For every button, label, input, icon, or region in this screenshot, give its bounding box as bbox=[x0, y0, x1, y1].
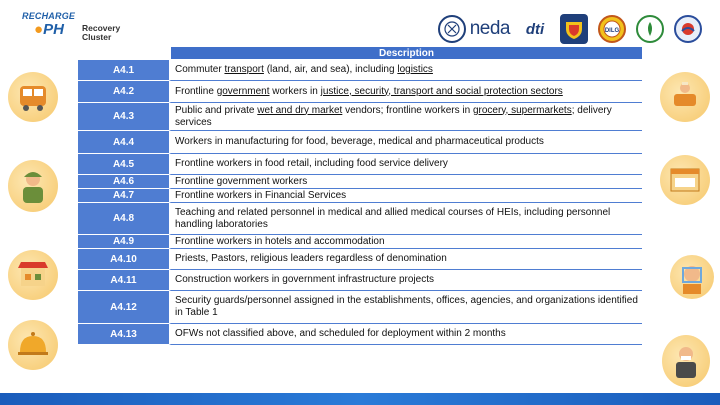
description-text: Workers in manufacturing for food, beverage, medical and pharmaceutical products bbox=[175, 136, 544, 147]
description-text: Frontline workers in hotels and accommodation bbox=[175, 235, 385, 247]
description-text: Frontline bbox=[175, 85, 217, 97]
description-text: Frontline workers in Financial Services bbox=[175, 189, 347, 201]
guard-icon bbox=[662, 335, 710, 387]
delivery-icon bbox=[660, 72, 710, 122]
category-code: A4.1 bbox=[78, 60, 169, 81]
description-text: transport bbox=[224, 64, 264, 75]
neda-logo-text: neda bbox=[469, 18, 510, 39]
table-row bbox=[78, 175, 642, 189]
category-description bbox=[169, 249, 642, 270]
header bbox=[0, 0, 720, 46]
table-row bbox=[78, 291, 642, 324]
category-code: A4.12 bbox=[78, 291, 169, 324]
description-text: Security guards/personnel assigned in the establishments, offices, agencies, and organizations identified in Table 1 bbox=[175, 295, 638, 318]
category-code: A4.5 bbox=[78, 154, 169, 175]
category-description bbox=[169, 324, 642, 345]
category-code: A4.13 bbox=[78, 324, 169, 345]
brand-top-text: RECHARGE bbox=[22, 11, 76, 21]
category-description bbox=[169, 131, 642, 154]
table-row bbox=[78, 103, 642, 131]
cluster-line-1: Recovery bbox=[82, 23, 121, 33]
dotr-seal-icon bbox=[674, 15, 702, 43]
table-row bbox=[78, 189, 642, 203]
category-description bbox=[169, 81, 642, 103]
description-text: Frontline government workers bbox=[175, 175, 308, 187]
category-code: A4.3 bbox=[78, 103, 169, 131]
shield-logo-icon bbox=[560, 14, 588, 44]
faceshield-icon bbox=[670, 255, 714, 299]
category-code: A4.9 bbox=[78, 235, 169, 249]
cluster-label bbox=[82, 24, 120, 42]
table-row bbox=[78, 131, 642, 154]
category-description bbox=[169, 203, 642, 235]
table-row bbox=[78, 324, 642, 345]
agency-logos bbox=[438, 12, 702, 46]
category-code: A4.4 bbox=[78, 131, 169, 154]
table-row bbox=[78, 81, 642, 103]
table-row bbox=[78, 270, 642, 291]
category-description bbox=[169, 270, 642, 291]
description-text: ; delivery services bbox=[175, 104, 612, 128]
food-cloche-icon bbox=[8, 320, 58, 370]
category-description bbox=[169, 235, 642, 249]
description-text: Public and private bbox=[175, 104, 258, 116]
description-text: workers in bbox=[269, 85, 321, 97]
table-row bbox=[78, 60, 642, 81]
description-text: Commuter bbox=[175, 64, 225, 75]
category-description bbox=[169, 103, 642, 131]
description-text: wet and dry market bbox=[257, 104, 343, 116]
description-text: Priests, Pastors, religious leaders regardless of denomination bbox=[175, 253, 447, 264]
category-description bbox=[169, 175, 642, 189]
description-text: Construction workers in government infrastructure projects bbox=[175, 274, 434, 285]
category-description bbox=[169, 291, 642, 324]
table-header-row bbox=[78, 47, 642, 60]
category-code: A4.8 bbox=[78, 203, 169, 235]
brand-ph-text: ●PH bbox=[34, 21, 64, 38]
table-row bbox=[78, 235, 642, 249]
priority-table bbox=[78, 47, 642, 345]
description-text: logistics bbox=[397, 64, 433, 75]
dilg-seal-icon bbox=[598, 15, 626, 43]
dilg-seal-text: DILG bbox=[604, 28, 620, 34]
description-text: Frontline workers in food retail, including food service delivery bbox=[175, 158, 448, 169]
train-icon bbox=[8, 72, 58, 122]
category-code: A4.10 bbox=[78, 249, 169, 270]
category-description bbox=[169, 60, 642, 81]
category-code: A4.6 bbox=[78, 175, 169, 189]
description-text: Teaching and related personnel in medical and allied medical courses of HEIs, including personnel handling laboratories bbox=[175, 206, 611, 230]
recharge-ph-logo bbox=[22, 12, 75, 37]
category-code: A4.7 bbox=[78, 189, 169, 203]
neda-seal-icon bbox=[438, 15, 466, 43]
dti-logo: dti bbox=[525, 20, 545, 38]
cluster-line-2: Cluster bbox=[82, 32, 112, 42]
footer-bar bbox=[0, 393, 720, 405]
category-description bbox=[169, 154, 642, 175]
category-description bbox=[169, 189, 642, 203]
description-text: government bbox=[216, 85, 270, 97]
table-header-blank bbox=[78, 47, 169, 60]
description-text: justice, security, transport and social protection sectors bbox=[320, 85, 563, 97]
agriculture-seal-icon bbox=[636, 15, 664, 43]
brand-logo bbox=[22, 12, 132, 42]
table-row bbox=[78, 203, 642, 235]
description-text: (land, air, and sea), including bbox=[263, 64, 398, 75]
storefront-icon bbox=[660, 155, 710, 205]
category-code: A4.11 bbox=[78, 270, 169, 291]
table-row bbox=[78, 249, 642, 270]
description-text: vendors; frontline workers in bbox=[342, 104, 473, 116]
category-code: A4.2 bbox=[78, 81, 169, 103]
description-text: grocery, supermarkets bbox=[472, 104, 572, 116]
description-text: OFWs not classified above, and scheduled for deployment within 2 months bbox=[175, 328, 506, 339]
description-header: Description bbox=[169, 47, 642, 60]
market-stall-icon bbox=[8, 250, 58, 300]
table-row bbox=[78, 154, 642, 175]
worker-icon bbox=[8, 160, 58, 212]
